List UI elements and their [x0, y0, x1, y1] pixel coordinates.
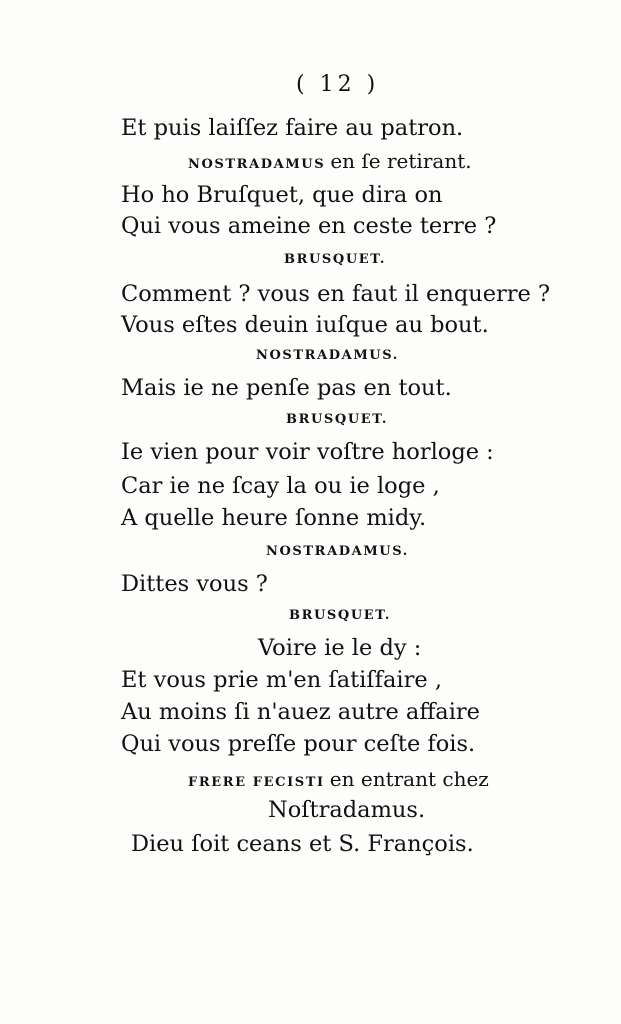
verse-line: Comment ? vous en faut il enquerre ? [121, 281, 551, 307]
speaker-heading: BRUSQUET. [286, 412, 389, 427]
verse-line: Qui vous preſſe pour ceſte fois. [121, 731, 476, 757]
verse-line: Ho ho Bruſquet, que dira on [121, 182, 443, 208]
verse-line: Dittes vous ? [121, 571, 268, 597]
speaker-name: NOSTRADAMUS [188, 157, 326, 172]
stage-direction [188, 766, 489, 796]
direction-text: en ſe retirant. [330, 149, 472, 173]
stage-direction [188, 148, 472, 178]
verse-line: Mais ie ne penſe pas en tout. [121, 375, 452, 401]
verse-line: Vous eſtes deuin iuſque au bout. [121, 312, 489, 338]
speaker-heading: NOSTRADAMUS. [266, 544, 409, 559]
verse-line: Car ie ne ſcay la ou ie loge , [121, 473, 440, 499]
verse-line: Voire ie le dy : [258, 635, 422, 661]
verse-line: Noſtradamus. [268, 797, 426, 823]
verse-line: Au moins ſi n'auez autre affaire [121, 699, 480, 725]
speaker-heading: BRUSQUET. [284, 252, 387, 267]
verse-line: A quelle heure ſonne midy. [121, 505, 427, 531]
direction-text: en entrant chez [329, 767, 489, 791]
speaker-name: FRERE FECISTI [188, 775, 325, 790]
verse-line: Et puis laiſſez faire au patron. [121, 115, 464, 141]
speaker-heading: NOSTRADAMUS. [256, 348, 399, 363]
speaker-heading: BRUSQUET. [289, 608, 392, 623]
verse-line: Et vous prie m'en ſatiſfaire , [121, 667, 442, 693]
verse-line: Dieu ſoit ceans et S. François. [131, 831, 474, 857]
verse-line: Qui vous ameine en ceste terre ? [121, 213, 497, 239]
page-number: ( 12 ) [296, 72, 380, 97]
verse-line: Ie vien pour voir voſtre horloge : [121, 439, 494, 465]
